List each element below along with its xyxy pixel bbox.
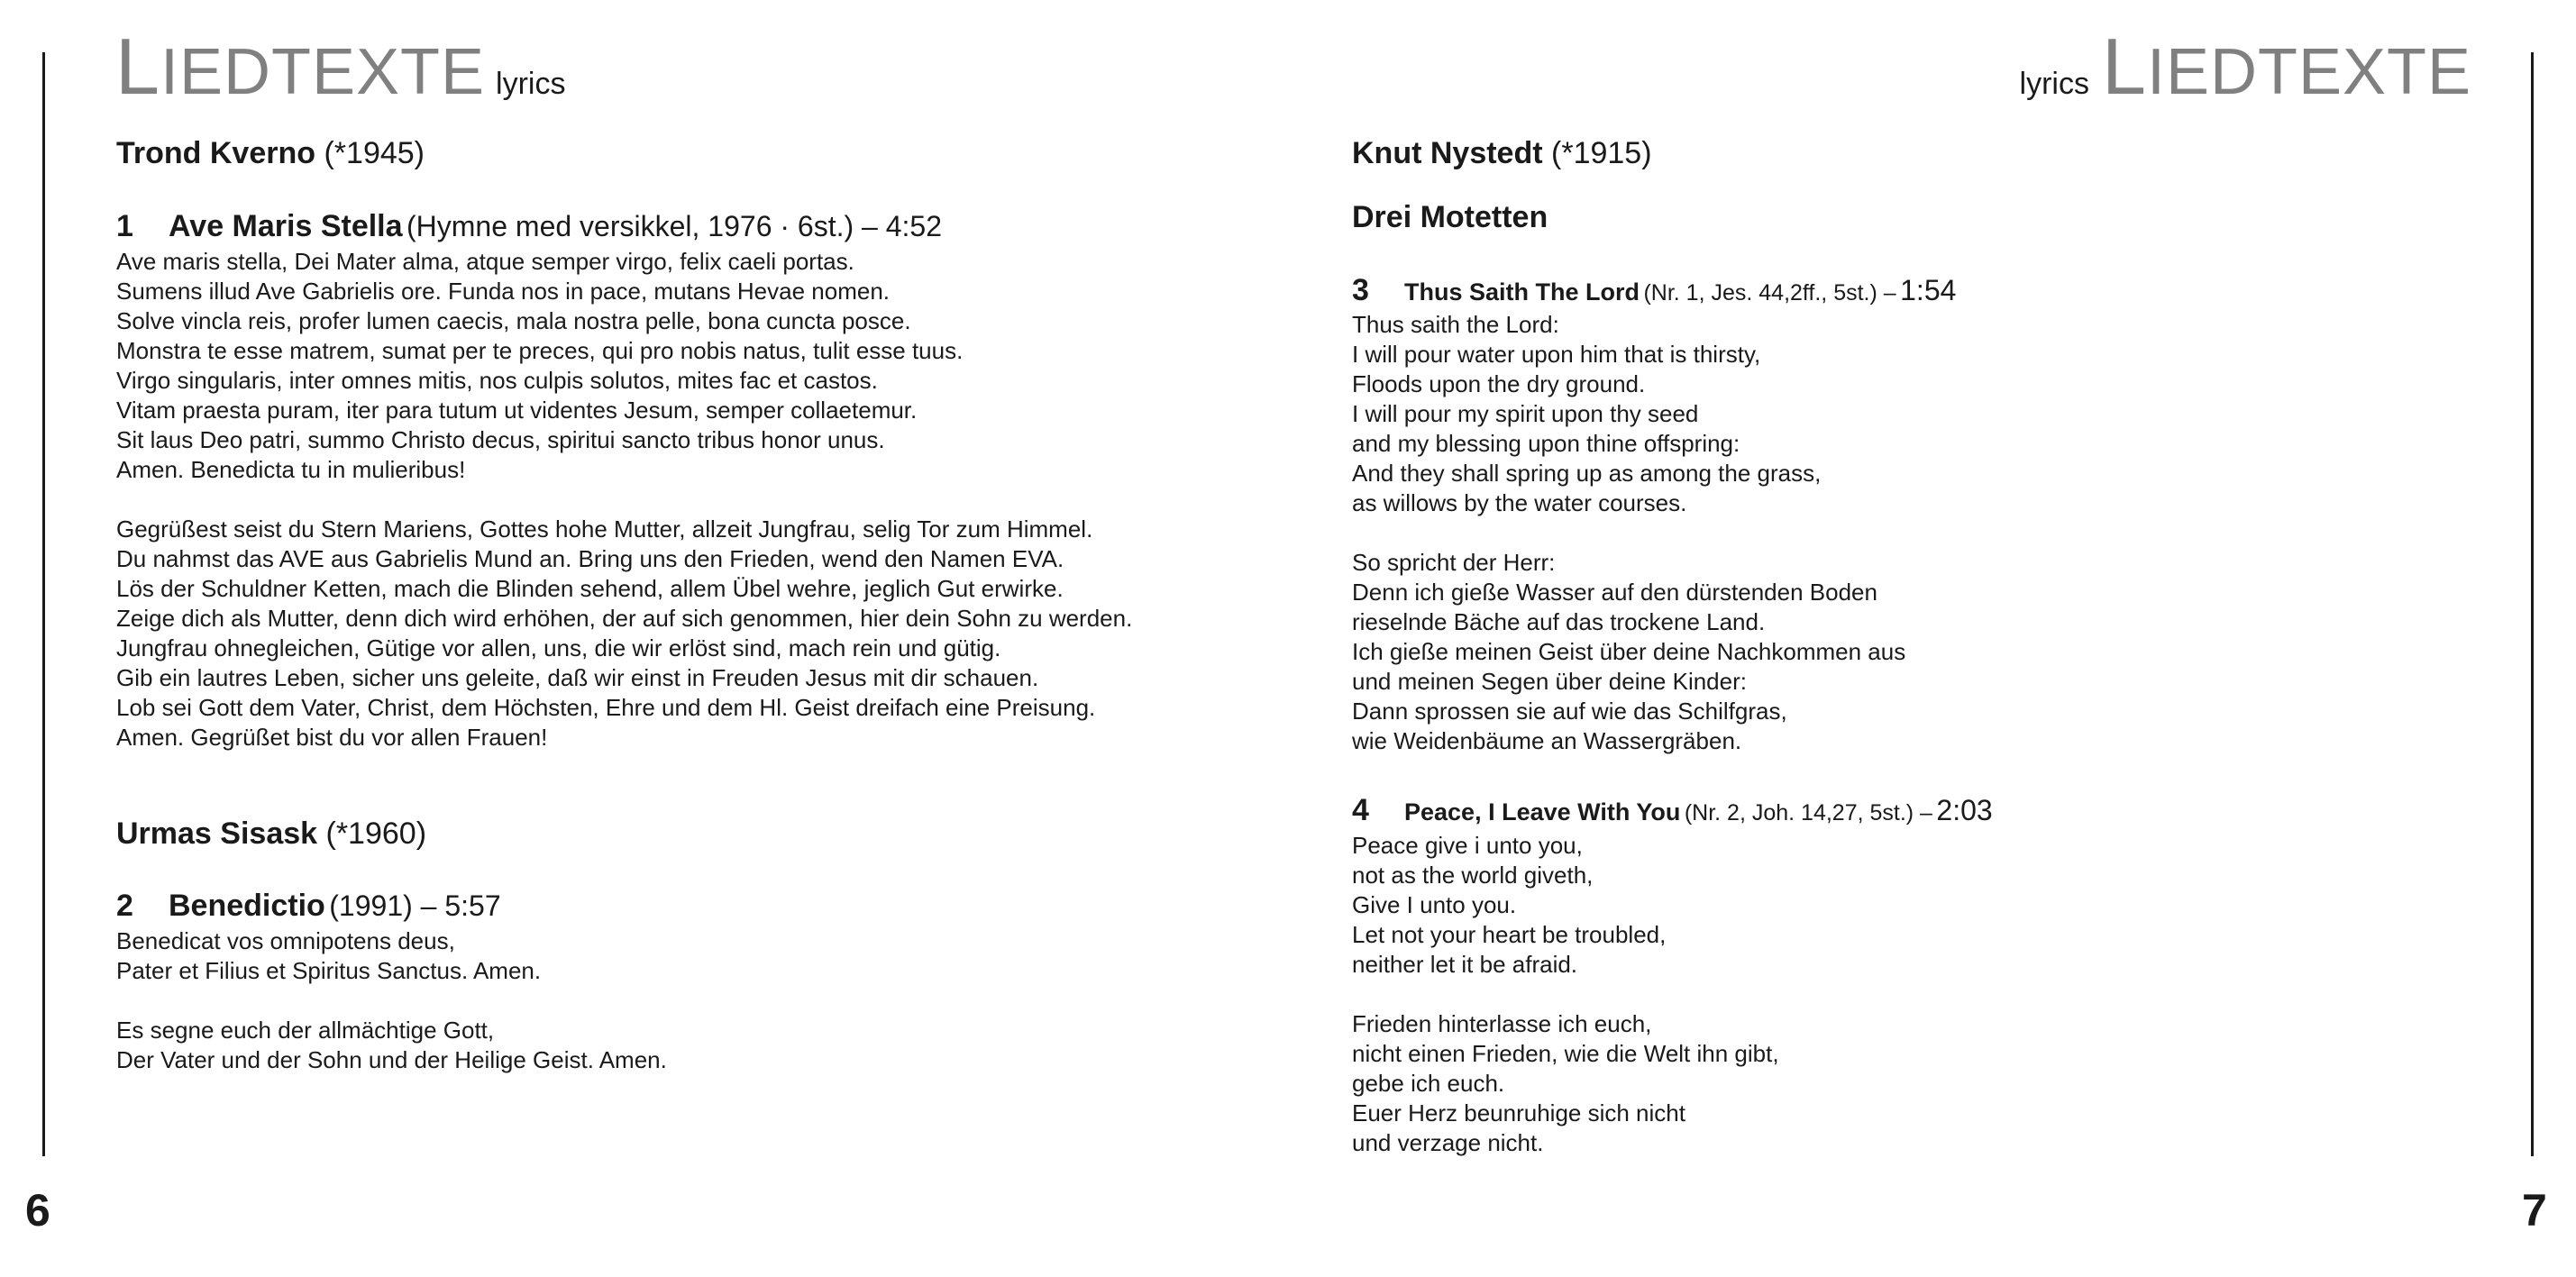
lyric-line: And they shall spring up as among the grass,	[1352, 460, 1822, 488]
track-heading: 4 Peace, I Leave With You (Nr. 2, Joh. 14,27, 5st.) – 2:03	[1352, 793, 1993, 828]
lyric-line: Peace give i unto you,	[1352, 832, 1583, 860]
page-number-left: 6	[25, 1185, 50, 1236]
lyric-line: and my blessing upon thine offspring:	[1352, 430, 1740, 458]
track-lyrics	[1352, 831, 2524, 1158]
lyric-line: Give I unto you.	[1352, 891, 1517, 919]
left-margin-rule	[42, 52, 45, 1156]
track-heading: 1 Ave Maris Stella (Hymne med versikkel, 1976 · 6st.) – 4:52	[116, 208, 943, 243]
track-heading: 2 Benedictio (1991) – 5:57	[116, 889, 501, 924]
lyric-line: not as the world giveth,	[1352, 862, 1594, 889]
lyric-line: Dann sprossen sie auf wie das Schilfgras,	[1352, 698, 1787, 725]
lyric-line: Zeige dich als Mutter, denn dich wird erhöhen, der auf sich genommen, hier dein Sohn zu werden.	[116, 604, 1133, 632]
lyric-line: Floods upon the dry ground.	[1352, 370, 1646, 398]
track-title: Peace, I Leave With You	[1404, 798, 1681, 826]
track-title: Benedictio	[169, 889, 325, 924]
lyrics-stanza	[1352, 1009, 2524, 1158]
lyrics-stanza	[1352, 831, 2524, 980]
lyric-line: Euer Herz beunruhige sich nicht	[1352, 1099, 1685, 1127]
lyric-line: Pater et Filius et Spiritus Sanctus. Amen.	[116, 957, 542, 985]
lyric-line: und verzage nicht.	[1352, 1129, 1544, 1157]
track-duration: 1:54	[1900, 273, 1957, 306]
heading-title: LIEDTEXTE	[2101, 22, 2471, 111]
lyric-line: Der Vater und der Sohn und der Heilige Geist. Amen.	[116, 1046, 667, 1074]
track-title: Ave Maris Stella	[169, 208, 403, 243]
lyrics-stanza	[116, 1016, 1288, 1075]
track-details: (Nr. 2, Joh. 14,27, 5st.) –	[1684, 800, 1932, 826]
section-title: Drei Motetten	[1352, 199, 1548, 234]
lyric-line: und meinen Segen über deine Kinder:	[1352, 668, 1747, 696]
track-lyrics	[116, 247, 1288, 753]
lyrics-stanza	[1352, 310, 2524, 518]
lyric-line: Sumens illud Ave Gabrielis ore. Funda nos in pace, mutans Hevae nomen.	[116, 277, 890, 305]
lyric-line: Amen. Benedicta tu in mulieribus!	[116, 455, 466, 483]
right-margin-rule	[2531, 52, 2534, 1156]
page-heading-right	[2019, 22, 2471, 111]
lyric-line: nicht einen Frieden, wie die Welt ihn gibt,	[1352, 1040, 1779, 1068]
lyric-line: Solve vincla reis, profer lumen caecis, mala nostra pelle, bona cuncta posce.	[116, 306, 911, 334]
composer-heading: Trond Kverno (*1945)	[116, 136, 425, 170]
lyric-line: Sit laus Deo patri, summo Christo decus, spiritui sancto tribus honor unus.	[116, 425, 885, 453]
lyric-line: Ave maris stella, Dei Mater alma, atque semper virgo, felix caeli portas.	[116, 247, 854, 275]
track-lyrics	[1352, 310, 2524, 756]
lyric-line: neither let it be afraid.	[1352, 951, 1578, 979]
lyric-line: Virgo singularis, inter omnes mitis, nos culpis solutos, mites fac et castos.	[116, 366, 878, 394]
heading-title: LIEDTEXTE	[115, 22, 486, 111]
lyric-line: Gib ein lautres Leben, sicher uns geleite, daß wir einst in Freuden Jesus mit dir schauen.	[116, 663, 1039, 691]
composer-heading: Urmas Sisask (*1960)	[116, 816, 427, 851]
lyric-line: Ich gieße meinen Geist über deine Nachkommen aus	[1352, 638, 1906, 666]
lyric-line: Monstra te esse matrem, sumat per te preces, qui pro nobis natus, tulit esse tuus.	[116, 336, 964, 364]
lyric-line: Jungfrau ohnegleichen, Gütige vor allen, uns, die wir erlöst sind, mach rein und gütig.	[116, 634, 1001, 661]
right-page-content	[1352, 135, 2524, 1158]
track-details: (Hymne med versikkel, 1976 · 6st.) – 4:52	[406, 209, 943, 242]
heading-subtitle: lyrics	[496, 67, 566, 101]
lyric-line: So spricht der Herr:	[1352, 549, 1556, 577]
lyric-line: Lös der Schuldner Ketten, mach die Blinden sehend, allem Übel wehre, jeglich Gut erwirke.	[116, 574, 1064, 602]
lyric-line: Lob sei Gott dem Vater, Christ, dem Höchsten, Ehre und dem Hl. Geist dreifach eine Preisung.	[116, 693, 1096, 721]
lyric-line: Frieden hinterlasse ich euch,	[1352, 1010, 1652, 1038]
lyric-line: Benedicat vos omnipotens deus,	[116, 927, 455, 955]
lyric-line: Gegrüßest seist du Stern Mariens, Gottes hohe Mutter, allzeit Jungfrau, selig Tor zum Himmel.	[116, 515, 1093, 543]
lyric-line: Denn ich gieße Wasser auf den dürstenden Boden	[1352, 579, 1877, 607]
track-title: Thus Saith The Lord	[1404, 278, 1640, 306]
lyric-line: Du nahmst das AVE aus Gabrielis Mund an. Bring uns den Frieden, wend den Namen EVA.	[116, 544, 1064, 572]
lyrics-stanza	[116, 926, 1288, 986]
lyric-line: Amen. Gegrüßet bist du vor allen Frauen!	[116, 723, 548, 751]
lyric-line: rieselnde Bäche auf das trockene Land.	[1352, 608, 1766, 636]
composer-heading: Knut Nystedt (*1915)	[1352, 136, 1652, 170]
left-page-content	[116, 135, 1288, 1075]
lyric-line: Es segne euch der allmächtige Gott,	[116, 1017, 495, 1044]
track-duration: 2:03	[1936, 794, 1993, 827]
lyric-line: Vitam praesta puram, iter para tutum ut videntes Jesum, semper collaetemur.	[116, 396, 918, 424]
page-heading-left	[115, 22, 566, 111]
track-lyrics	[116, 926, 1288, 1075]
lyric-line: gebe ich euch.	[1352, 1070, 1505, 1098]
track-heading: 3 Thus Saith The Lord (Nr. 1, Jes. 44,2ff., 5st.) – 1:54	[1352, 272, 1957, 307]
track-details: (Nr. 1, Jes. 44,2ff., 5st.) –	[1643, 279, 1896, 306]
lyric-line: as willows by the water courses.	[1352, 489, 1687, 517]
page-number-right: 7	[2522, 1185, 2547, 1236]
lyric-line: I will pour water upon him that is thirsty,	[1352, 341, 1761, 369]
lyric-line: I will pour my spirit upon thy seed	[1352, 400, 1699, 428]
lyrics-stanza	[116, 247, 1288, 485]
lyric-line: Thus saith the Lord:	[1352, 311, 1559, 339]
lyrics-stanza	[1352, 548, 2524, 756]
track-details: (1991) – 5:57	[329, 889, 501, 923]
lyrics-stanza	[116, 515, 1288, 753]
lyric-line: Let not your heart be troubled,	[1352, 921, 1667, 949]
heading-subtitle: lyrics	[2019, 67, 2089, 101]
lyric-line: wie Weidenbäume an Wassergräben.	[1352, 727, 1742, 755]
